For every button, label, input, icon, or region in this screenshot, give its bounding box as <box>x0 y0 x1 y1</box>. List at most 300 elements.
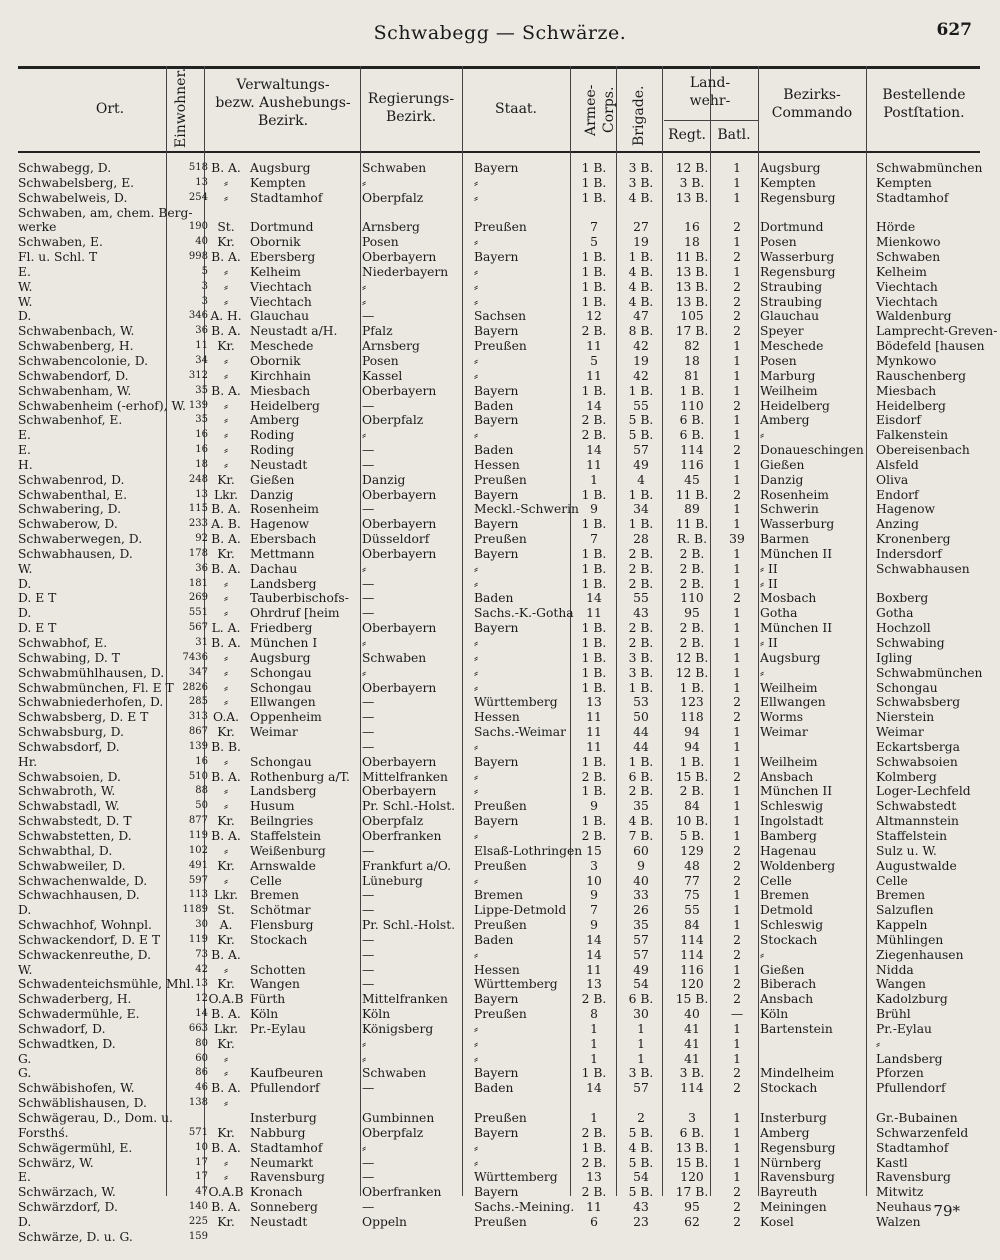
cell-staat: Bayern <box>474 161 519 175</box>
table-row <box>18 874 980 889</box>
cell-regierung: ⸗ <box>362 294 367 309</box>
cell-bataillon: 1 <box>733 472 741 487</box>
cell-bataillon: 1 <box>733 606 741 621</box>
cell-brigade: 2 B. <box>628 546 654 561</box>
cell-regiment: 81 <box>684 368 700 383</box>
cell-regiment: 120 <box>680 1170 704 1185</box>
cell-staat: Bayern <box>474 324 519 339</box>
cell-brigade: 26 <box>633 903 649 918</box>
cell-regiment: 2 B. <box>679 621 705 636</box>
cell-bataillon: 1 <box>733 1125 741 1140</box>
table-row <box>18 621 980 636</box>
table-row <box>18 725 980 740</box>
cell-armee-corps: 1 B. <box>581 517 607 532</box>
cell-ort: Schwärz, W. <box>18 1155 94 1170</box>
table-row <box>18 443 980 458</box>
cell-ort: Schwärzdorf, D. <box>18 1200 118 1215</box>
cell-bataillon: 2 <box>733 1081 741 1096</box>
cell-regiment: 13 B. <box>675 264 709 279</box>
cell-bataillon: 1 <box>733 161 741 175</box>
cell-staat: Bayern <box>474 754 519 769</box>
table-row <box>18 309 980 324</box>
cell-verwaltung-typ: Kr. <box>217 814 235 829</box>
cell-brigade: 47 <box>633 309 649 324</box>
cell-bataillon: 2 <box>733 843 741 858</box>
cell-einwohner: 139 <box>188 740 208 752</box>
cell-regiment: 13 B. <box>675 294 709 309</box>
cell-staat: Baden <box>474 398 514 413</box>
cell-poststation: Eisdorf <box>876 413 921 428</box>
cell-einwohner: 30 <box>195 919 208 931</box>
cell-bataillon: 2 <box>733 398 741 413</box>
cell-armee-corps: 11 <box>586 739 602 754</box>
cell-verwaltung-typ: A. <box>219 918 233 933</box>
table-row <box>18 473 980 488</box>
cell-regierung: — <box>362 457 375 472</box>
cell-bezirks-commando: Woldenberg <box>760 858 836 873</box>
cell-staat: ⸗ <box>474 1155 479 1170</box>
cell-poststation: Salzuflen <box>876 903 934 918</box>
cell-verwaltung-bezirk: Mettmann <box>250 546 315 561</box>
cell-ort: Schwabsoien, D. <box>18 769 121 784</box>
table-row <box>18 903 980 918</box>
cell-staat: ⸗ <box>474 784 479 799</box>
cell-armee-corps: 1 B. <box>581 665 607 680</box>
cell-bataillon: 2 <box>733 1066 741 1081</box>
cell-bataillon: 2 <box>733 932 741 947</box>
cell-poststation: Mitwitz <box>876 1185 924 1200</box>
table-row <box>18 918 980 933</box>
cell-regiment: 75 <box>684 888 700 903</box>
cell-regiment: 16 <box>684 220 700 235</box>
cell-bataillon: 1 <box>733 784 741 799</box>
cell-einwohner: 46 <box>195 1082 208 1094</box>
cell-regierung: Oberbayern <box>362 250 437 265</box>
cell-ort: Schwackenreuthe, D. <box>18 947 151 962</box>
table-row <box>18 740 980 755</box>
cell-bezirks-commando: Ansbach <box>760 769 814 784</box>
cell-bezirks-commando: Meiningen <box>760 1200 827 1215</box>
cell-verwaltung-bezirk: Neumarkt <box>250 1155 314 1170</box>
cell-staat: Bayern <box>474 546 519 561</box>
cell-staat: Preußen <box>474 1214 527 1229</box>
cell-regiment: 48 <box>684 858 700 873</box>
cell-staat: ⸗ <box>474 235 479 250</box>
cell-brigade: 34 <box>633 502 649 517</box>
cell-ort: Schwabhof, E. <box>18 636 108 650</box>
table-row <box>18 176 980 191</box>
cell-ort: Schwabenberg, H. <box>18 339 134 354</box>
cell-bezirks-commando: Straubing <box>760 279 823 294</box>
table-row <box>18 755 980 770</box>
cell-regierung: — <box>362 903 375 918</box>
table-row <box>18 1081 980 1096</box>
cell-armee-corps: 1 B. <box>581 250 607 265</box>
cell-staat: ⸗ <box>474 650 479 665</box>
cell-verwaltung-typ: B. A. <box>211 1081 241 1096</box>
cell-bataillon: 1 <box>733 368 741 383</box>
cell-armee-corps: 14 <box>586 398 602 413</box>
cell-verwaltung-bezirk: Stadtamhof <box>250 190 323 205</box>
cell-poststation: Mühlingen <box>876 932 944 947</box>
cell-bezirks-commando: Heidelberg <box>760 398 830 413</box>
cell-brigade: 1 B. <box>628 517 654 532</box>
cell-verwaltung-typ: St. <box>217 903 235 918</box>
cell-verwaltung-bezirk: Amberg <box>250 413 300 428</box>
cell-staat: Preußen <box>474 918 527 933</box>
cell-poststation: Ravensburg <box>876 1170 951 1185</box>
cell-poststation: Pforzen <box>876 1066 924 1081</box>
cell-verwaltung-bezirk: Oppenheim <box>250 710 322 725</box>
cell-regiment: 116 <box>680 457 704 472</box>
cell-bataillon: 2 <box>733 324 741 339</box>
cell-armee-corps: 7 <box>590 220 598 235</box>
cell-einwohner: 10 <box>195 1141 208 1153</box>
cell-brigade: 7 B. <box>628 828 654 843</box>
cell-einwohner: 178 <box>188 547 208 559</box>
cell-bezirks-commando: München II <box>760 621 833 636</box>
cell-bataillon: 1 <box>733 428 741 443</box>
cell-armee-corps: 1 <box>590 1021 598 1036</box>
cell-ort: Schwäblishausen, D. <box>18 1096 147 1111</box>
cell-bezirks-commando: Glauchau <box>760 309 820 324</box>
cell-regiment: 120 <box>680 977 704 992</box>
cell-brigade: 35 <box>633 799 649 814</box>
cell-ort: D. <box>18 903 32 918</box>
cell-regierung: Köln <box>362 1007 391 1022</box>
cell-bezirks-commando: Augsburg <box>760 650 821 665</box>
cell-bataillon: 2 <box>733 710 741 725</box>
cell-staat: Preußen <box>474 799 527 814</box>
cell-armee-corps: 9 <box>590 799 598 814</box>
cell-einwohner: 571 <box>188 1126 208 1138</box>
cell-bezirks-commando: Amberg <box>760 413 810 428</box>
cell-regiment: 15 B. <box>675 1155 709 1170</box>
cell-bataillon: 2 <box>733 591 741 606</box>
cell-bataillon: 1 <box>733 517 741 532</box>
cell-regierung: ⸗ <box>362 1140 367 1155</box>
cell-armee-corps: 7 <box>590 532 598 547</box>
cell-armee-corps: 1 B. <box>581 294 607 309</box>
cell-brigade: 33 <box>633 888 649 903</box>
cell-einwohner: 233 <box>188 518 208 530</box>
cell-brigade: 42 <box>633 339 649 354</box>
cell-verwaltung-typ: B. A. <box>211 769 241 784</box>
cell-ort: Forsthś. <box>18 1125 69 1140</box>
table-row <box>18 384 980 399</box>
cell-regierung: Schwaben <box>362 1066 427 1081</box>
cell-verwaltung-bezirk: Obornik <box>250 353 301 368</box>
cell-einwohner: 597 <box>188 874 208 886</box>
cell-bezirks-commando: ⸗ <box>760 665 765 680</box>
cell-poststation: Kolmberg <box>876 769 937 784</box>
cell-bezirks-commando: Hagenau <box>760 843 817 858</box>
cell-poststation: Schwaben <box>876 250 941 265</box>
cell-bezirks-commando: Amberg <box>760 1125 810 1140</box>
cell-ort: Schwabenthal, E. <box>18 487 127 502</box>
cell-poststation: Kelheim <box>876 264 927 279</box>
cell-einwohner: 1189 <box>182 904 208 916</box>
cell-verwaltung-typ: B. A. <box>211 532 241 547</box>
cell-ort: Schwabendorf, D. <box>18 368 129 383</box>
table-row <box>18 829 980 844</box>
cell-armee-corps: 2 B. <box>581 769 607 784</box>
cell-regierung: Niederbayern <box>362 264 449 279</box>
cell-ort: Schwabstedt, D. T <box>18 814 132 829</box>
cell-staat: Meckl.-Schwerin <box>474 502 579 517</box>
cell-bezirks-commando: Kosel <box>760 1214 794 1229</box>
cell-regierung: Oberbayern <box>362 784 437 799</box>
cell-bataillon: 2 <box>733 443 741 458</box>
cell-regierung: Pfalz <box>362 324 393 339</box>
cell-verwaltung-typ: ⸗ <box>223 443 229 458</box>
cell-verwaltung-typ: B. A. <box>211 383 241 398</box>
cell-brigade: 9 <box>637 858 645 873</box>
cell-poststation: Schwabsberg <box>876 695 961 710</box>
cell-einwohner: 7436 <box>182 651 208 663</box>
table-row <box>18 591 980 606</box>
cell-verwaltung-bezirk: Kempten <box>250 175 306 190</box>
cell-armee-corps: 14 <box>586 947 602 962</box>
cell-bataillon: 1 <box>733 888 741 903</box>
cell-staat: Bayern <box>474 1185 519 1200</box>
cell-armee-corps: 12 <box>586 309 602 324</box>
cell-bataillon: 1 <box>733 754 741 769</box>
cell-brigade: 6 B. <box>628 992 654 1007</box>
cell-regiment: 17 B. <box>675 1185 709 1200</box>
table-row <box>18 1111 980 1126</box>
cell-poststation: Viechtach <box>876 279 938 294</box>
cell-ort: Schwadorf, D. <box>18 1021 106 1036</box>
cell-verwaltung-typ: ⸗ <box>223 650 229 665</box>
cell-regierung: Mittelfranken <box>362 992 448 1007</box>
cell-bataillon: 1 <box>733 814 741 829</box>
cell-verwaltung-bezirk: Fürth <box>250 992 286 1007</box>
cell-regierung: ⸗ <box>362 1036 367 1051</box>
cell-armee-corps: 11 <box>586 368 602 383</box>
cell-ort: Schwaderberg, H. <box>18 992 132 1007</box>
cell-brigade: 43 <box>633 606 649 621</box>
cell-ort: Schwabmünchen, Fl. E T <box>18 680 174 695</box>
cell-brigade: 57 <box>633 932 649 947</box>
cell-bataillon: 1 <box>733 339 741 354</box>
cell-verwaltung-typ: ⸗ <box>223 843 229 858</box>
cell-bataillon: 1 <box>733 1170 741 1185</box>
cell-verwaltung-typ: Kr. <box>217 932 235 947</box>
cell-verwaltung-typ: B. A. <box>211 1200 241 1215</box>
cell-regiment: 40 <box>684 1007 700 1022</box>
cell-einwohner: 285 <box>188 696 208 708</box>
cell-brigade: 1 B. <box>628 680 654 695</box>
cell-verwaltung-bezirk: Danzig <box>250 487 294 502</box>
cell-armee-corps: 2 B. <box>581 1125 607 1140</box>
cell-einwohner: 115 <box>188 503 208 515</box>
cell-verwaltung-bezirk: Friedberg <box>250 621 313 636</box>
cell-verwaltung-bezirk: Husum <box>250 799 295 814</box>
cell-armee-corps: 2 B. <box>581 428 607 443</box>
cell-bataillon: 2 <box>733 858 741 873</box>
cell-ort: D. <box>18 1214 32 1229</box>
cell-einwohner: 663 <box>188 1022 208 1034</box>
cell-poststation: Hochzoll <box>876 621 931 636</box>
cell-brigade: 57 <box>633 1081 649 1096</box>
cell-regiment: 114 <box>680 947 704 962</box>
cell-bataillon: 1 <box>733 828 741 843</box>
cell-verwaltung-typ: B. A. <box>211 636 241 650</box>
cell-staat: Bayern <box>474 814 519 829</box>
cell-poststation: Pfullendorf <box>876 1081 946 1096</box>
cell-verwaltung-bezirk: Kaufbeuren <box>250 1066 324 1081</box>
cell-poststation: Falkenstein <box>876 428 948 443</box>
cell-verwaltung-typ: ⸗ <box>223 264 229 279</box>
cell-ort: Schwägerau, D., Dom. u. <box>18 1111 173 1125</box>
table-row <box>18 814 980 829</box>
cell-bataillon: 1 <box>733 650 741 665</box>
cell-ort: Schwabencolonie, D. <box>18 353 149 368</box>
cell-armee-corps: 1 B. <box>581 264 607 279</box>
cell-verwaltung-bezirk: Ebersberg <box>250 250 316 265</box>
cell-verwaltung-typ: ⸗ <box>223 1051 229 1066</box>
cell-einwohner: 269 <box>188 592 208 604</box>
cell-verwaltung-bezirk: Neustadt a/H. <box>250 324 338 339</box>
cell-verwaltung-bezirk: Hagenow <box>250 517 310 532</box>
cell-poststation: Altmannstein <box>876 814 959 829</box>
cell-regiment: 18 <box>684 353 700 368</box>
cell-regierung: — <box>362 695 375 710</box>
cell-armee-corps: 1 B. <box>581 680 607 695</box>
cell-verwaltung-bezirk: Nabburg <box>250 1125 306 1140</box>
cell-regierung: ⸗ <box>362 1051 367 1066</box>
cell-brigade: 1 <box>637 1021 645 1036</box>
cell-brigade: 55 <box>633 591 649 606</box>
cell-verwaltung-bezirk: Köln <box>250 1007 279 1022</box>
cell-brigade: 35 <box>633 918 649 933</box>
cell-regierung: Oberbayern <box>362 487 437 502</box>
cell-verwaltung-typ: ⸗ <box>223 294 229 309</box>
cell-bezirks-commando: Straubing <box>760 294 823 309</box>
cell-verwaltung-bezirk: Ravensburg <box>250 1170 325 1185</box>
cell-regierung: — <box>362 932 375 947</box>
cell-staat: Bayern <box>474 413 519 428</box>
cell-einwohner: 119 <box>188 933 208 945</box>
cell-brigade: 57 <box>633 443 649 458</box>
cell-ort: Schwabelweis, D. <box>18 190 128 205</box>
table-row <box>18 948 980 963</box>
cell-einwohner: 2826 <box>182 681 208 693</box>
cell-ort: E. <box>18 428 31 443</box>
cell-einwohner: 17 <box>195 1171 208 1183</box>
cell-verwaltung-bezirk: Heidelberg <box>250 398 320 413</box>
cell-einwohner: 13 <box>195 176 208 188</box>
cell-armee-corps: 14 <box>586 443 602 458</box>
cell-bezirks-commando: Wasserburg <box>760 250 835 265</box>
cell-ort: Schwabing, D. T <box>18 650 120 665</box>
cell-staat: Hessen <box>474 457 520 472</box>
cell-regierung: Arnsberg <box>362 339 420 354</box>
cell-regiment: 15 B. <box>675 769 709 784</box>
cell-staat: Preußen <box>474 1111 527 1125</box>
cell-poststation: Neuhaus <box>876 1200 932 1215</box>
landwehr-subrule <box>664 120 758 121</box>
cell-poststation: Oliva <box>876 472 909 487</box>
cell-armee-corps: 9 <box>590 918 598 933</box>
cell-bataillon: 2 <box>733 873 741 888</box>
cell-bataillon: 2 <box>733 695 741 710</box>
cell-verwaltung-typ: A. B. <box>211 517 241 532</box>
cell-staat: Preußen <box>474 472 527 487</box>
cell-verwaltung-typ: A. H. <box>210 309 242 324</box>
cell-regierung: Lüneburg <box>362 873 423 888</box>
cell-armee-corps: 13 <box>586 695 602 710</box>
cell-armee-corps: 13 <box>586 1170 602 1185</box>
cell-regierung: Oppeln <box>362 1214 407 1229</box>
cell-bezirks-commando: Stockach <box>760 1081 818 1096</box>
cell-bezirks-commando: ⸗ II <box>760 636 778 650</box>
cell-bataillon: 1 <box>733 665 741 680</box>
cell-verwaltung-typ: B. A. <box>211 1007 241 1022</box>
cell-poststation: Viechtach <box>876 294 938 309</box>
cell-ort: W. <box>18 294 33 309</box>
cell-verwaltung-typ: O.A.B <box>208 992 244 1007</box>
cell-staat: Baden <box>474 591 514 606</box>
cell-armee-corps: 1 B. <box>581 561 607 576</box>
cell-brigade: 1 <box>637 1051 645 1066</box>
table-row <box>18 532 980 547</box>
cell-bezirks-commando: Weilheim <box>760 754 818 769</box>
cell-staat: Lippe-Detmold <box>474 903 567 918</box>
table-row <box>18 1096 980 1111</box>
cell-verwaltung-typ: ⸗ <box>223 175 229 190</box>
cell-einwohner: 42 <box>195 963 208 975</box>
cell-einwohner: 139 <box>188 399 208 411</box>
cell-verwaltung-typ: Kr. <box>217 472 235 487</box>
cell-regiment: 45 <box>684 472 700 487</box>
cell-ort: D. E T <box>18 621 57 636</box>
cell-regierung: Mittelfranken <box>362 769 448 784</box>
cell-bataillon: 1 <box>733 175 741 190</box>
cell-ort: G. <box>18 1051 32 1066</box>
cell-regiment: 2 B. <box>679 784 705 799</box>
cell-verwaltung-bezirk: Rothenburg a/T. <box>250 769 350 784</box>
cell-regiment: 3 B. <box>679 175 705 190</box>
cell-ort: Schwabweiler, D. <box>18 858 126 873</box>
cell-staat: Baden <box>474 1081 514 1096</box>
cell-poststation: Obereisenbach <box>876 443 970 458</box>
cell-brigade: 53 <box>633 695 649 710</box>
cell-regierung: Gumbinnen <box>362 1111 435 1125</box>
cell-staat: ⸗ <box>474 175 479 190</box>
cell-armee-corps: 1 <box>590 472 598 487</box>
cell-verwaltung-bezirk: Roding <box>250 443 295 458</box>
table-row <box>18 488 980 503</box>
cell-verwaltung-typ: ⸗ <box>223 799 229 814</box>
cell-regierung: — <box>362 591 375 606</box>
cell-verwaltung-typ: ⸗ <box>223 368 229 383</box>
cell-armee-corps: 1 <box>590 1036 598 1051</box>
cell-regierung: ⸗ <box>362 636 367 650</box>
cell-ort: E. <box>18 443 31 458</box>
cell-bezirks-commando: Gießen <box>760 457 805 472</box>
cell-bataillon: 1 <box>733 1051 741 1066</box>
table-row <box>18 577 980 592</box>
cell-armee-corps: 1 B. <box>581 161 607 175</box>
cell-staat: Preußen <box>474 339 527 354</box>
cell-staat: ⸗ <box>474 368 479 383</box>
cell-verwaltung-bezirk: Landsberg <box>250 784 317 799</box>
col-header-staat: Staat. <box>495 101 537 117</box>
cell-verwaltung-typ: ⸗ <box>223 353 229 368</box>
cell-staat: ⸗ <box>474 828 479 843</box>
